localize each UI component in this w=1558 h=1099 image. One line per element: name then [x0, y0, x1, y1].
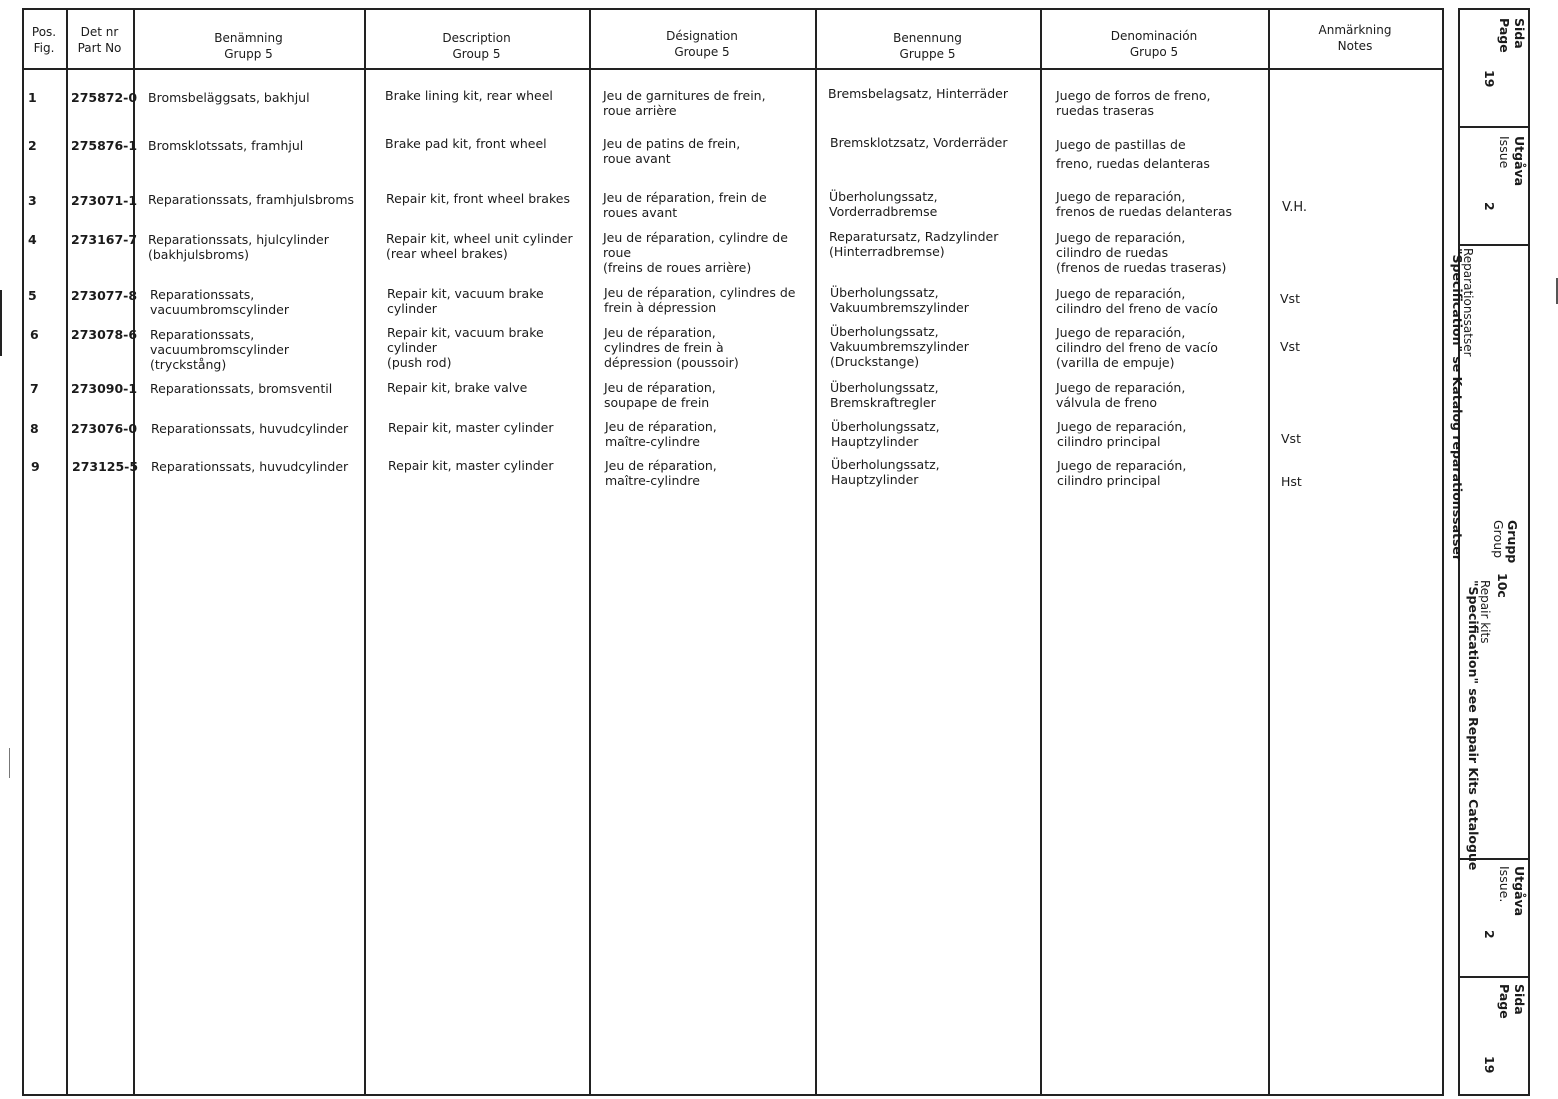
side-page-label: Page	[1497, 18, 1512, 53]
row-french: Jeu de réparation, maître-cylindre	[605, 458, 717, 488]
row-part-no: 273077-8	[71, 288, 138, 303]
row-german: Bremsklotzsatz, Vorderräder	[830, 135, 1008, 150]
side-bottom-page-label: Page	[1497, 984, 1512, 1019]
side-group-label: Group	[1491, 520, 1506, 559]
side-bottom-sida-label: Sida	[1512, 984, 1527, 1015]
row-note: Hst	[1281, 474, 1302, 489]
row-swedish: Reparationssats, hjulcylinder (bakhjulsbroms)	[148, 232, 329, 262]
row-swedish: Reparationssats, vacuumbromscylinder	[150, 287, 289, 317]
side-bottom-utgava-label: Utgåva	[1512, 866, 1527, 917]
row-german: Überholungssatz, Vorderradbremse	[829, 189, 938, 219]
row-german: Bremsbelagsatz, Hinterräder	[828, 86, 1008, 101]
row-part-no: 273090-1	[71, 381, 138, 396]
row-pos: 6	[30, 327, 39, 342]
side-bottom-issue-number: 2	[1482, 930, 1497, 939]
row-german: Überholungssatz, Bremskraftregler	[830, 380, 939, 410]
header-pos: Pos. Fig.	[31, 25, 57, 55]
row-spanish: Juego de pastillas de freno, ruedas delanteras	[1056, 137, 1210, 171]
row-note: Vst	[1281, 431, 1301, 446]
side-grupp-label: Grupp	[1505, 520, 1520, 564]
row-part-no: 273078-6	[71, 327, 138, 342]
row-swedish: Reparationssats, huvudcylinder	[151, 421, 349, 436]
row-french: Jeu de patins de frein, roue avant	[603, 136, 741, 166]
header-part-no: Det nr Part No	[77, 25, 122, 55]
scan-mark	[9, 748, 10, 778]
row-pos: 8	[30, 421, 39, 436]
row-french: Jeu de réparation, frein de roues avant	[603, 190, 767, 220]
row-swedish: Reparationssats, framhjulsbroms	[148, 192, 355, 207]
side-sida-label: Sida	[1512, 18, 1527, 49]
row-french: Jeu de réparation, cylindres de frein à dépression (poussoir)	[604, 325, 739, 370]
row-english: Repair kit, vacuum brake cylinder	[387, 286, 544, 316]
side-issue-number: 2	[1482, 202, 1497, 211]
row-part-no: 273125-5	[72, 459, 139, 474]
header-swedish: Benämning Grupp 5	[214, 31, 283, 61]
row-pos: 5	[28, 288, 37, 303]
row-french: Jeu de réparation, soupape de frein	[604, 380, 716, 410]
row-swedish: Reparationssats, huvudcylinder	[151, 459, 349, 474]
row-german: Reparatursatz, Radzylinder (Hinterradbremse)	[829, 229, 999, 259]
header-german: Benennung Gruppe 5	[893, 31, 962, 61]
header-notes: Anmärkning Notes	[1318, 23, 1392, 53]
row-swedish: Reparationssats, bromsventil	[150, 381, 333, 396]
row-french: Jeu de garnitures de frein, roue arrière	[603, 88, 766, 118]
row-german: Überholungssatz, Hauptzylinder	[831, 419, 940, 449]
row-pos: 1	[28, 90, 37, 105]
header-spanish: Denominación Grupo 5	[1110, 29, 1198, 59]
row-english: Repair kit, wheel unit cylinder (rear wheel brakes)	[386, 231, 573, 261]
row-spanish: Juego de forros de freno, ruedas traseras	[1056, 88, 1211, 118]
side-bottom-issue-label: Issue.	[1497, 866, 1512, 903]
row-part-no: 275876-1	[71, 138, 138, 153]
row-spanish: Juego de reparación, cilindro de ruedas (frenos de ruedas traseras)	[1056, 230, 1227, 275]
side-ref-en-line2: "Specification" see Repair Kits Catalogue	[1466, 580, 1481, 871]
row-spanish: Juego de reparación, cilindro del freno de vacío	[1056, 286, 1218, 316]
header-english: Description Group 5	[442, 31, 511, 61]
row-english: Repair kit, front wheel brakes	[386, 191, 570, 206]
row-note: V.H.	[1282, 200, 1308, 215]
row-english: Repair kit, master cylinder	[388, 458, 554, 473]
row-german: Überholungssatz, Hauptzylinder	[831, 457, 940, 487]
row-spanish: Juego de reparación, cilindro principal	[1057, 419, 1187, 449]
row-part-no: 273076-0	[71, 421, 138, 436]
row-french: Jeu de réparation, cylindre de roue (freins de roues arrière)	[603, 230, 788, 275]
row-spanish: Juego de reparación, frenos de ruedas delanteras	[1056, 189, 1233, 219]
row-spanish: Juego de reparación, válvula de freno	[1056, 380, 1186, 410]
row-spanish: Juego de reparación, cilindro principal	[1057, 458, 1187, 488]
row-spanish: Juego de reparación, cilindro del freno de vacío (varilla de empuje)	[1056, 325, 1218, 370]
row-english: Repair kit, vacuum brake cylinder (push rod)	[387, 325, 544, 370]
row-french: Jeu de réparation, maître-cylindre	[605, 419, 717, 449]
row-pos: 3	[28, 193, 37, 208]
row-part-no: 275872-0	[71, 90, 138, 105]
row-swedish: Bromsklotssats, framhjul	[148, 138, 304, 153]
row-pos: 9	[31, 459, 40, 474]
row-english: Brake pad kit, front wheel	[385, 136, 547, 151]
row-english: Brake lining kit, rear wheel	[385, 88, 553, 103]
side-bottom-page-number: 19	[1482, 1056, 1497, 1074]
side-group-number: 10c	[1495, 573, 1510, 598]
row-pos: 7	[30, 381, 39, 396]
row-note: Vst	[1280, 291, 1300, 306]
scan-mark	[0, 290, 2, 356]
row-pos: 2	[28, 138, 37, 153]
side-ref-sv-line1: Reparationssatser	[1461, 248, 1475, 357]
row-english: Repair kit, master cylinder	[388, 420, 554, 435]
row-part-no: 273071-1	[71, 193, 138, 208]
row-pos: 4	[28, 232, 37, 247]
side-ref-en-line1: Repair kits	[1478, 580, 1492, 644]
row-german: Überholungssatz, Vakuumbremszylinder	[830, 285, 969, 315]
header-french: Désignation Groupe 5	[666, 29, 738, 59]
row-french: Jeu de réparation, cylindres de frein à dépression	[604, 285, 796, 315]
side-ref-sv-line2: "Specification" se Katalog reparationssatser	[1450, 248, 1465, 562]
side-page-number: 19	[1482, 70, 1497, 88]
row-german: Überholungssatz, Vakuumbremszylinder (Druckstange)	[830, 324, 969, 369]
row-english: Repair kit, brake valve	[387, 380, 528, 395]
side-utgava-label: Utgåva	[1512, 136, 1527, 187]
row-part-no: 273167-7	[71, 232, 138, 247]
row-swedish: Bromsbeläggsats, bakhjul	[148, 90, 310, 105]
side-issue-label: Issue	[1497, 136, 1512, 169]
row-swedish: Reparationssats, vacuumbromscylinder (tryckstång)	[150, 327, 289, 372]
row-note: Vst	[1280, 339, 1300, 354]
